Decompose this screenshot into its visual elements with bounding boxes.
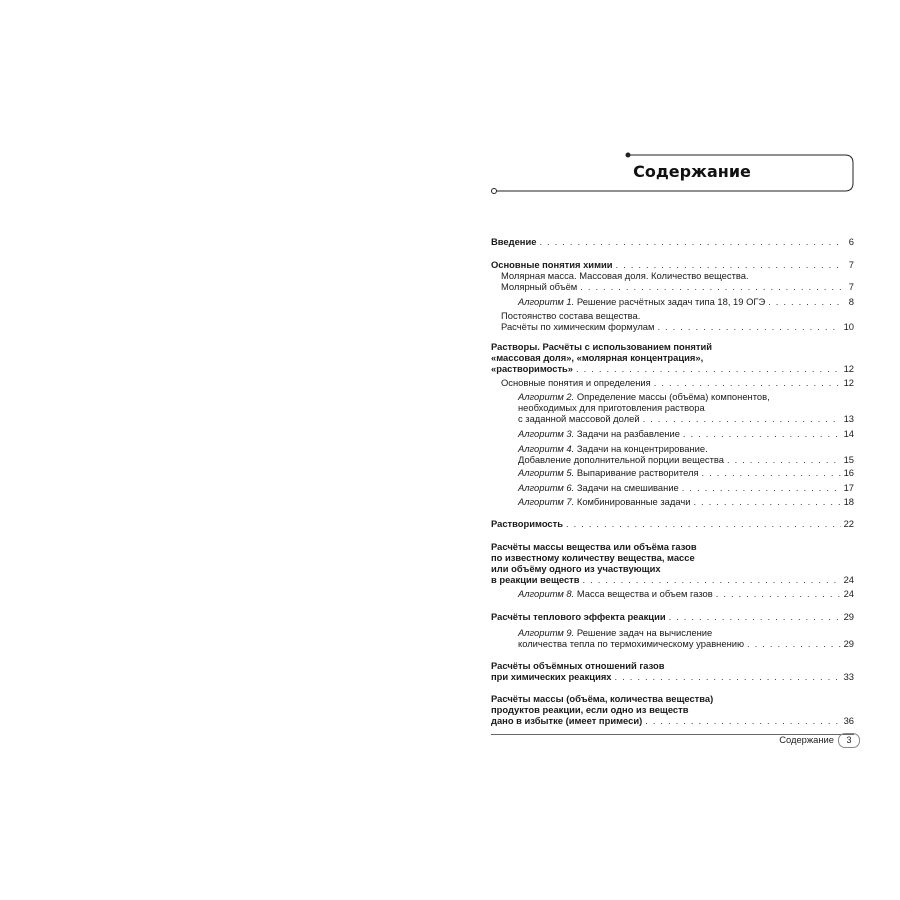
toc-entry-title <box>518 428 680 439</box>
toc-entry-line <box>491 352 854 363</box>
toc-entry-text: Задачи на концентрирование. <box>576 443 708 454</box>
page-title: Содержание <box>633 162 751 181</box>
toc-page-number: 13 <box>843 413 854 424</box>
toc-entry-text: Выпаривание растворителя <box>576 467 699 478</box>
toc-entry-text: дано в избытке (имеет примеси) <box>491 715 643 726</box>
toc-entry-text: Решение расчётных задач типа 18, 19 ОГЭ <box>576 296 766 307</box>
toc-page-number: 16 <box>843 467 854 478</box>
dot-leader <box>669 611 841 622</box>
toc-entry <box>491 611 854 622</box>
toc-entry-text: продуктов реакции, если одно из веществ <box>491 704 689 715</box>
toc-page-number: 8 <box>848 296 854 307</box>
dot-leader <box>645 715 840 726</box>
algorithm-label: Алгоритм 1. <box>518 296 575 307</box>
toc-entry-text: «массовая доля», «молярная концентрация», <box>491 352 704 363</box>
toc-entry-title <box>491 715 642 726</box>
toc-entry <box>491 660 854 682</box>
toc-page-number: 18 <box>843 496 854 507</box>
toc-entry-line <box>518 627 854 638</box>
toc-entry <box>501 377 854 388</box>
toc-entry-text: «растворимость» <box>491 363 574 374</box>
toc-entry-title <box>491 236 536 247</box>
toc-entry <box>491 259 854 270</box>
algorithm-label: Алгоритм 8. <box>518 588 575 599</box>
toc-page-number: 22 <box>843 518 854 529</box>
toc-page-number: 12 <box>843 363 854 374</box>
toc-entry-title <box>518 588 713 599</box>
toc-entry-line <box>491 660 854 671</box>
toc-entry-line <box>501 270 854 281</box>
algorithm-label: Алгоритм 3. <box>518 428 575 439</box>
toc-entry-text: Масса вещества и объем газов <box>576 588 713 599</box>
toc-entry-line <box>518 402 854 413</box>
toc-entry <box>518 391 854 424</box>
toc-entry <box>491 541 854 585</box>
toc-entry-text: Расчёты по химическим формулам <box>501 321 655 332</box>
toc-entry <box>518 443 854 465</box>
toc-entry-line <box>491 341 854 352</box>
dot-leader <box>768 296 841 307</box>
toc-entry-text: Постоянство состава вещества. <box>501 310 641 321</box>
toc-entry <box>518 482 854 493</box>
toc-page-number: 24 <box>843 574 854 585</box>
algorithm-label: Алгоритм 4. <box>518 443 575 454</box>
toc-entry <box>518 588 854 599</box>
toc-entry-text: при химических реакциях <box>491 671 612 682</box>
dot-leader <box>657 321 840 332</box>
toc-entry <box>518 296 854 307</box>
footer-section-label: Содержание <box>779 734 834 745</box>
toc-entry <box>518 627 854 649</box>
algorithm-label: Алгоритм 9. <box>518 627 575 638</box>
toc-entry-text: Основные понятия химии <box>491 259 613 270</box>
toc-entry-text: в реакции веществ <box>491 574 580 585</box>
toc-entry-text: по известному количеству вещества, массе <box>491 552 695 563</box>
toc-entry-line <box>491 563 854 574</box>
toc-entry-line <box>491 541 854 552</box>
toc-page-number: 10 <box>843 321 854 332</box>
toc-entry-title <box>491 574 580 585</box>
algorithm-label: Алгоритм 5. <box>518 467 575 478</box>
toc-entry-text: Основные понятия и определения <box>501 377 651 388</box>
toc-entry-text: Расчёты объёмных отношений газов <box>491 660 665 671</box>
toc-entry-title <box>501 377 651 388</box>
dot-leader <box>616 259 841 270</box>
toc-entry <box>501 270 854 292</box>
toc-entry <box>518 428 854 439</box>
toc-page-number: 17 <box>843 482 854 493</box>
toc-page-number: 7 <box>848 259 854 270</box>
toc-entry <box>491 341 854 374</box>
toc-entry-text: необходимых для приготовления раствора <box>518 402 705 413</box>
dot-leader <box>683 428 841 439</box>
toc-entry-text: с заданной массовой долей <box>518 413 640 424</box>
toc-entry-title <box>491 259 613 270</box>
dot-leader <box>716 588 841 599</box>
toc-page-number: 36 <box>843 715 854 726</box>
toc-entry-title <box>518 413 640 424</box>
algorithm-label: Алгоритм 7. <box>518 496 575 507</box>
page-number-badge: 3 <box>838 733 860 748</box>
toc-entry-title <box>518 296 765 307</box>
algorithm-label: Алгоритм 6. <box>518 482 575 493</box>
dot-leader <box>580 281 841 292</box>
toc-entry-text: Решение задач на вычисление <box>576 627 713 638</box>
dot-leader <box>539 236 841 247</box>
toc-entry-text: Введение <box>491 236 537 247</box>
toc-entry <box>491 236 854 247</box>
toc-entry <box>491 518 854 529</box>
toc-page-number: 24 <box>843 588 854 599</box>
toc-entry-text: Расчёты массы (объёма, количества вещества) <box>491 693 714 704</box>
toc-entry-title <box>491 518 563 529</box>
dot-leader <box>576 363 841 374</box>
toc-entry-text: Расчёты массы вещества или объёма газов <box>491 541 697 552</box>
toc-page-number: 29 <box>843 611 854 622</box>
toc-entry-line <box>491 552 854 563</box>
dot-leader <box>654 377 841 388</box>
toc-entry <box>518 496 854 507</box>
toc-entry-text: Комбинированные задачи <box>576 496 691 507</box>
toc-entry-line <box>501 310 854 321</box>
toc-page-number: 14 <box>843 428 854 439</box>
toc-entry-text: Задачи на смешивание <box>576 482 679 493</box>
toc-entry-text: Задачи на разбавление <box>576 428 680 439</box>
toc-entry-title <box>518 454 724 465</box>
toc-entry-line <box>491 704 854 715</box>
toc-entry-title <box>501 281 577 292</box>
toc-entry-title <box>491 611 666 622</box>
toc-entry-text: Расчёты теплового эффекта реакции <box>491 611 666 622</box>
toc-entry-title <box>491 671 612 682</box>
toc-entry-line <box>518 443 854 454</box>
toc-entry-text: количества тепла по термохимическому уравнению <box>518 638 745 649</box>
toc-page-number: 12 <box>843 377 854 388</box>
toc-page-number: 29 <box>843 638 854 649</box>
dot-leader <box>747 638 841 649</box>
toc-entry-text: Растворы. Расчёты с использованием понятий <box>491 341 713 352</box>
dot-leader <box>566 518 841 529</box>
toc-entry-title <box>501 321 654 332</box>
dot-leader <box>693 496 840 507</box>
toc-page-number: 6 <box>848 236 854 247</box>
toc-entry-text: Молярный объём <box>501 281 578 292</box>
algorithm-label: Алгоритм 2. <box>518 391 575 402</box>
toc-entry-text: Определение массы (объёма) компонентов, <box>576 391 770 402</box>
dot-leader <box>643 413 841 424</box>
dot-leader <box>702 467 841 478</box>
toc-entry <box>518 467 854 478</box>
toc-entry-line <box>491 693 854 704</box>
dot-leader <box>682 482 841 493</box>
toc-entry-title <box>518 496 690 507</box>
toc-page-number: 7 <box>848 281 854 292</box>
toc-page-number: 15 <box>843 454 854 465</box>
toc-entry-title <box>491 363 573 374</box>
toc-entry-title <box>518 482 679 493</box>
toc-page-number: 33 <box>843 671 854 682</box>
toc-entry-text: Молярная масса. Массовая доля. Количество вещества. <box>501 270 749 281</box>
toc-entry-text: Растворимость <box>491 518 563 529</box>
toc-entry-title <box>518 638 744 649</box>
toc-entry <box>501 310 854 332</box>
dot-leader <box>727 454 841 465</box>
dot-leader <box>615 671 841 682</box>
toc-entry <box>491 693 854 726</box>
toc-entry-text: Добавление дополнительной порции вещества <box>518 454 724 465</box>
toc-entry-line <box>518 391 854 402</box>
toc-entry-title <box>518 467 699 478</box>
dot-leader <box>583 574 841 585</box>
toc-entry-text: или объёму одного из участвующих <box>491 563 661 574</box>
